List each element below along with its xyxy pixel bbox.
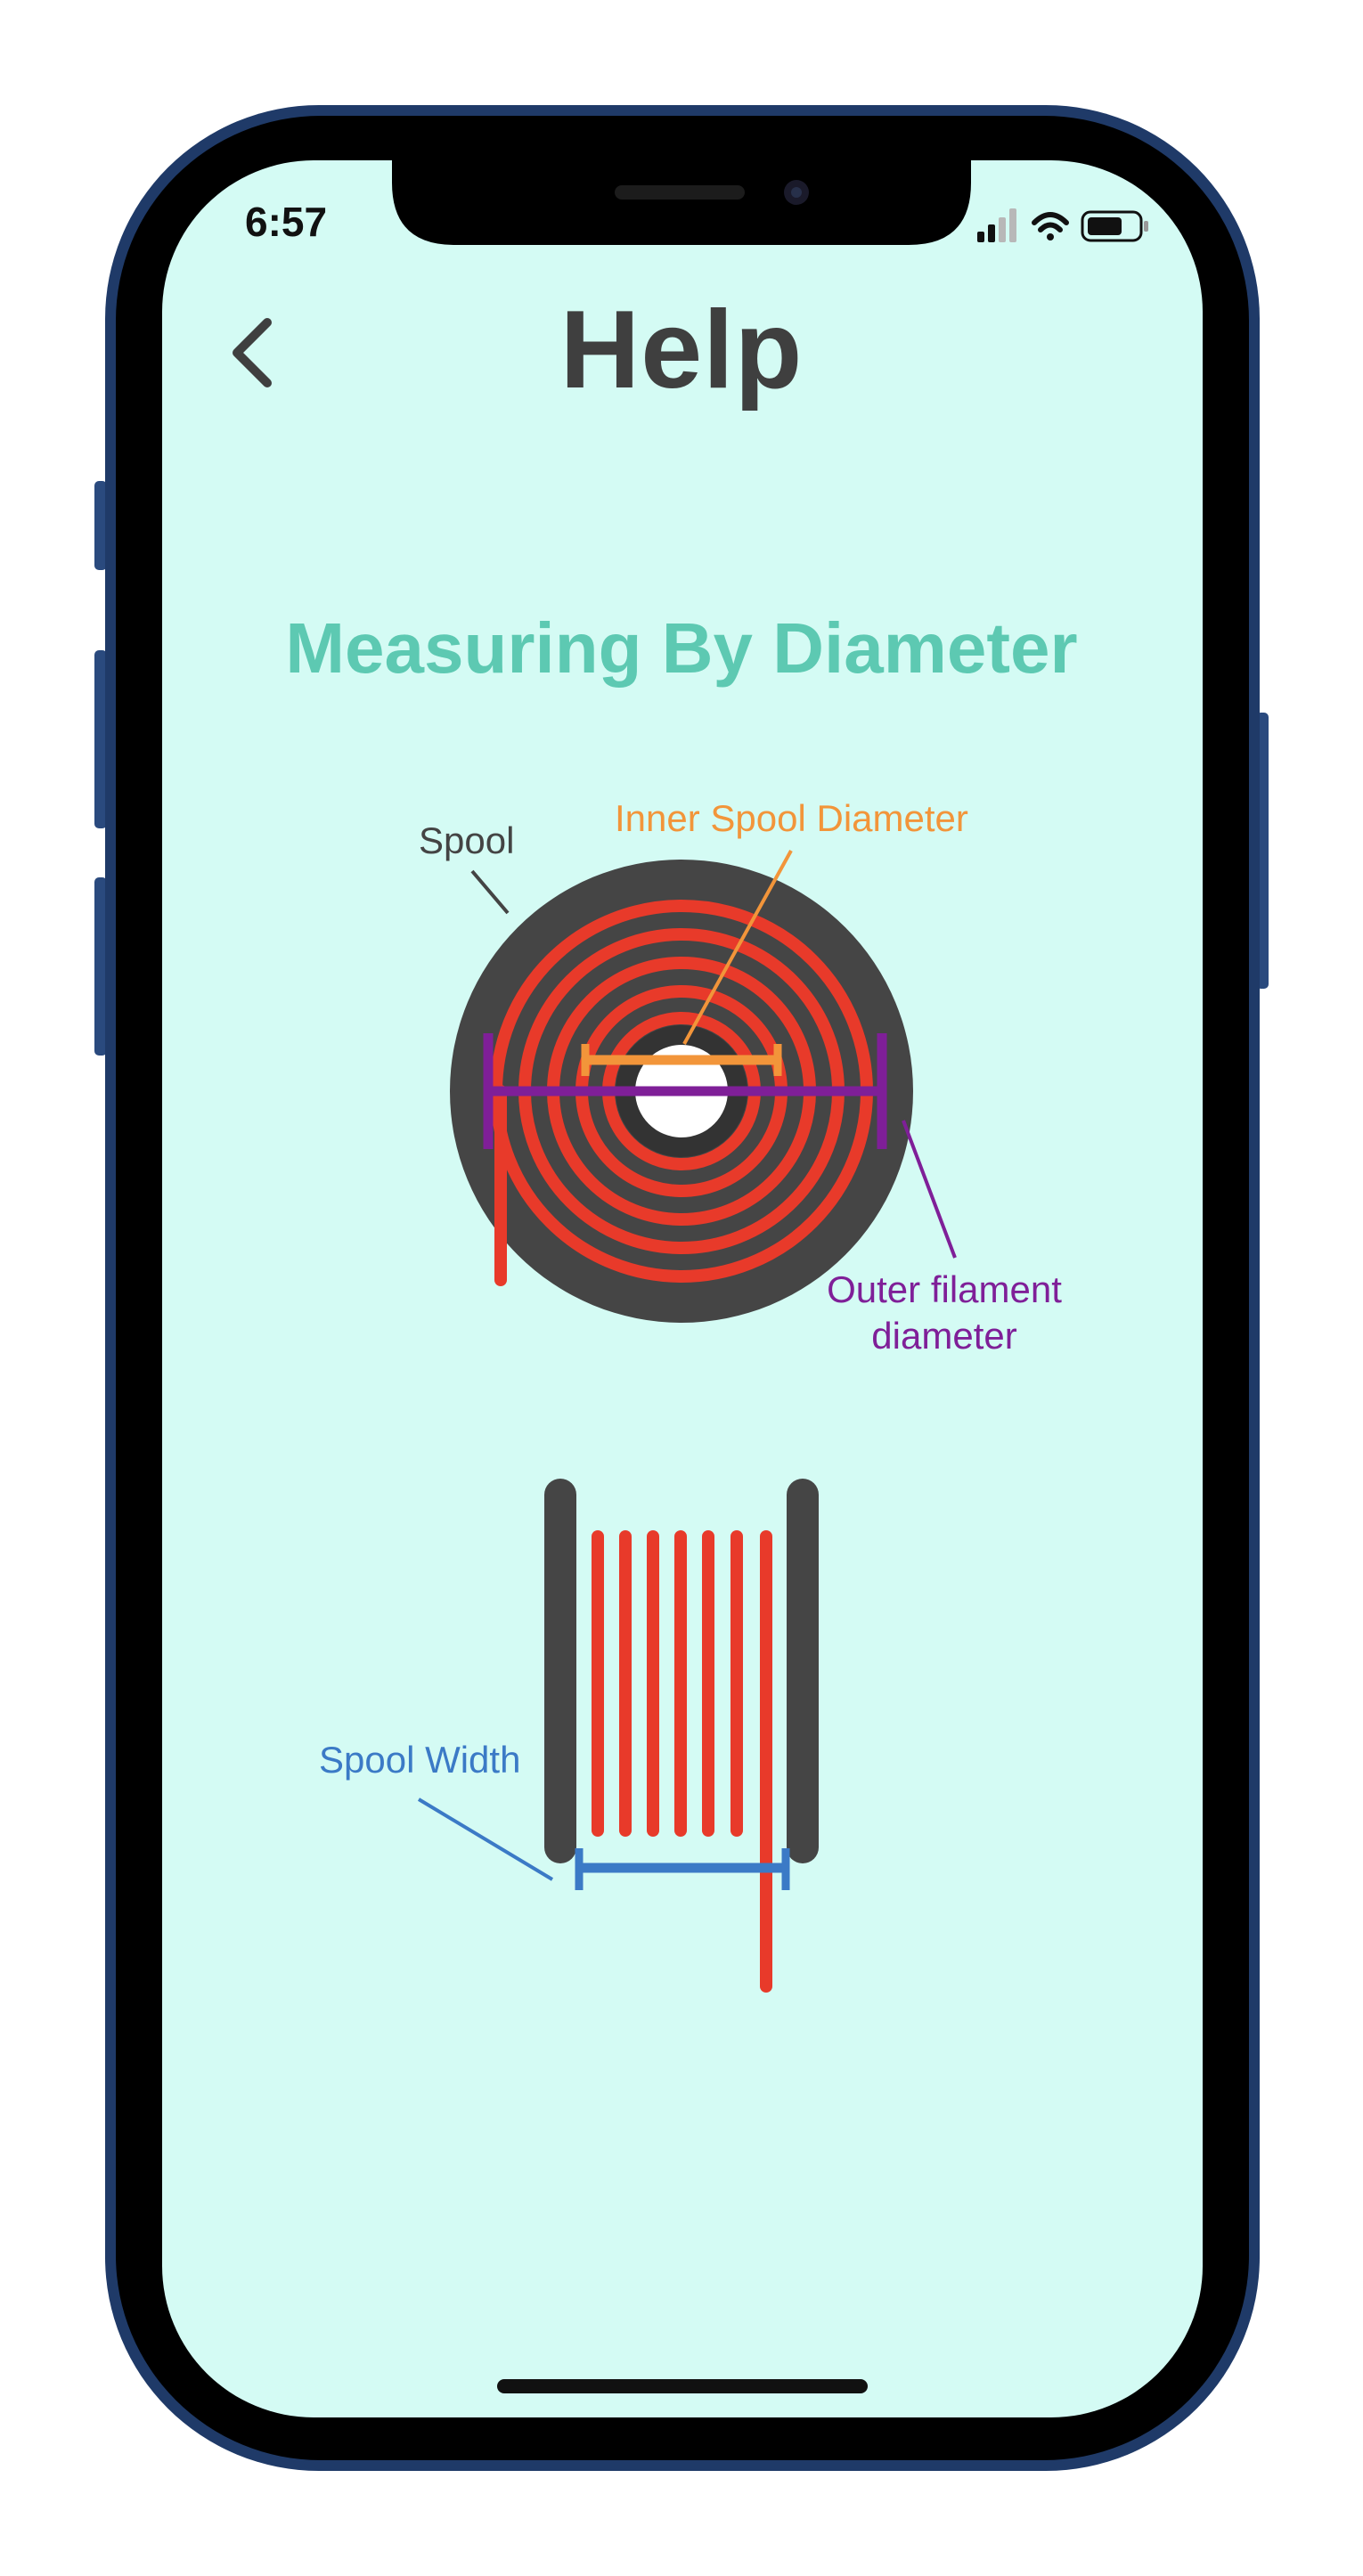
volume-up-button — [94, 650, 107, 828]
section-title: Measuring By Diameter — [285, 608, 1078, 688]
mute-switch — [94, 481, 107, 570]
spool-side-flange-left — [544, 1479, 576, 1863]
wifi-icon — [1034, 215, 1066, 240]
outer-filament-diameter-label: Outer filament diameter — [827, 1268, 1062, 1357]
status-time: 6:57 — [245, 199, 328, 245]
inner-spool-diameter-label: Inner Spool Diameter — [615, 797, 968, 839]
back-button[interactable] — [212, 303, 301, 401]
notch — [392, 159, 971, 245]
chevron-left-icon — [212, 303, 301, 401]
spool-side-flange-right — [787, 1479, 819, 1863]
cellular-signal-icon — [977, 208, 1016, 242]
speaker-grille — [615, 185, 745, 200]
status-icons — [975, 203, 1167, 248]
spool-width-label: Spool Width — [319, 1739, 521, 1781]
battery-icon — [1082, 212, 1148, 240]
volume-down-button — [94, 877, 107, 1056]
front-camera-lens — [791, 187, 802, 198]
spool-label: Spool — [419, 819, 515, 861]
page-title: Help — [559, 289, 804, 412]
home-indicator[interactable] — [497, 2379, 868, 2393]
